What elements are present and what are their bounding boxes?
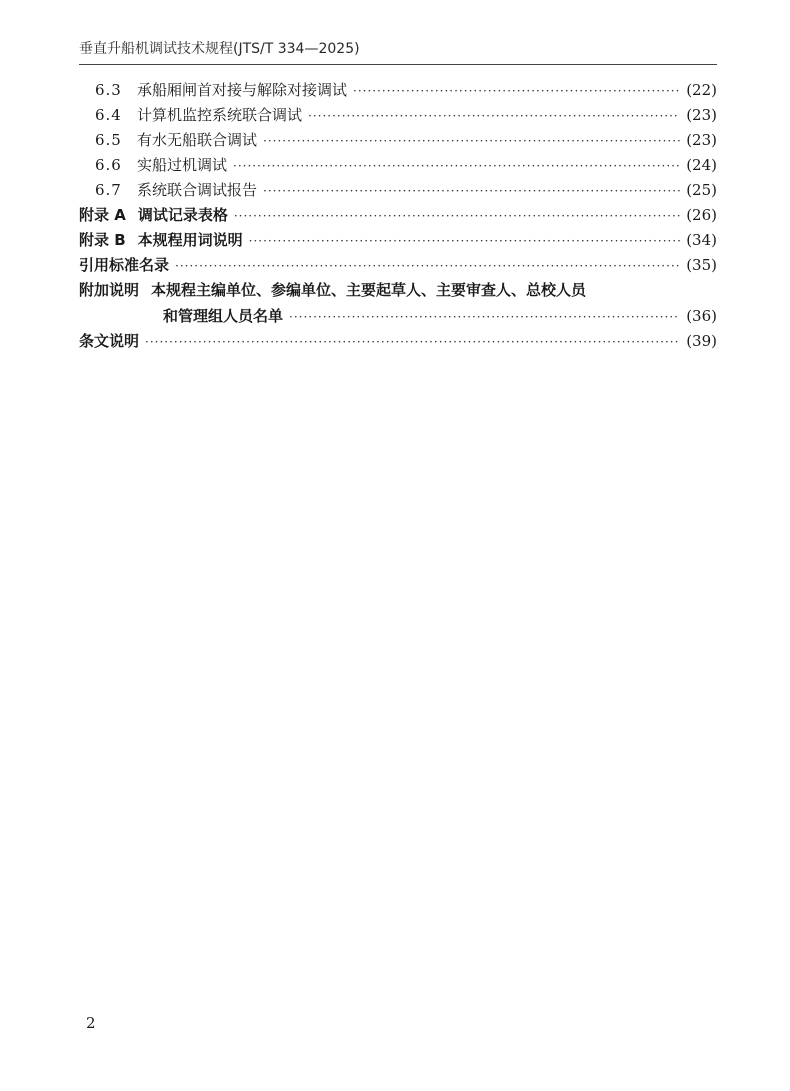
dot-leader — [249, 230, 681, 252]
toc-entry-6-3[interactable] — [79, 79, 717, 101]
toc-entry-title: 计算机监控系统联合调试 — [137, 106, 303, 124]
dot-leader — [353, 80, 680, 102]
toc-entry-title: 有水无船联合调试 — [137, 131, 258, 149]
toc-entry-additional-notes-cont[interactable] — [79, 305, 717, 327]
toc-entry-number: 6.4 — [95, 106, 122, 124]
toc-entry-page: (23) — [686, 131, 717, 149]
dot-leader — [263, 130, 680, 152]
toc-entry-page: (36) — [686, 307, 717, 325]
header-rule — [79, 64, 717, 65]
toc-entry-appendix-a[interactable] — [79, 204, 717, 226]
toc-entry-appendix-b[interactable] — [79, 229, 717, 251]
toc-entry-number: 6.7 — [95, 181, 122, 199]
toc-entry-number: 6.6 — [95, 156, 122, 174]
toc-entry-page: (26) — [686, 206, 717, 224]
dot-leader — [234, 205, 680, 227]
toc-entry-page: (22) — [686, 81, 717, 99]
toc-entry-title: 引用标准名录 — [79, 256, 170, 274]
dot-leader — [308, 105, 680, 127]
toc-entry-title: 调试记录表格 — [137, 206, 228, 224]
dot-leader — [145, 331, 680, 353]
toc-entry-6-7[interactable] — [79, 179, 717, 201]
toc-entry-page: (34) — [686, 231, 717, 249]
toc-entry-explanations[interactable] — [79, 330, 717, 352]
dot-leader — [263, 180, 680, 202]
running-header: 垂直升船机调试技术规程(JTS/T 334—2025) — [79, 41, 360, 57]
toc-entry-additional-notes[interactable] — [79, 279, 717, 301]
toc-entry-title: 承船厢闸首对接与解除对接调试 — [137, 81, 348, 99]
toc-entry-title: 系统联合调试报告 — [137, 181, 258, 199]
toc-entry-number: 6.5 — [95, 131, 122, 149]
dot-leader — [233, 155, 680, 177]
toc-entry-label: 附录 B — [79, 231, 126, 249]
toc-entry-references[interactable] — [79, 254, 717, 276]
toc-entry-title: 本规程主编单位、参编单位、主要起草人、主要审查人、总校人员 — [151, 281, 587, 299]
toc-entry-page: (35) — [686, 256, 717, 274]
toc-entry-title: 实船过机调试 — [137, 156, 228, 174]
toc-entry-6-4[interactable] — [79, 104, 717, 126]
dot-leader — [289, 306, 680, 328]
toc-entry-title: 本规程用词说明 — [137, 231, 243, 249]
dot-leader — [175, 255, 680, 277]
toc-entry-number: 6.3 — [95, 81, 122, 99]
toc-entry-page: (25) — [686, 181, 717, 199]
toc-entry-6-6[interactable] — [79, 154, 717, 176]
toc-entry-title: 条文说明 — [79, 332, 140, 350]
page-number: 2 — [86, 1014, 96, 1032]
toc-entry-page: (23) — [686, 106, 717, 124]
toc-entry-page: (24) — [686, 156, 717, 174]
toc-entry-6-5[interactable] — [79, 129, 717, 151]
toc-entry-label: 附录 A — [79, 206, 126, 224]
toc-entry-label: 附加说明 — [79, 281, 140, 299]
toc-entry-page: (39) — [686, 332, 717, 350]
toc-entry-title-continued: 和管理组人员名单 — [163, 307, 284, 325]
